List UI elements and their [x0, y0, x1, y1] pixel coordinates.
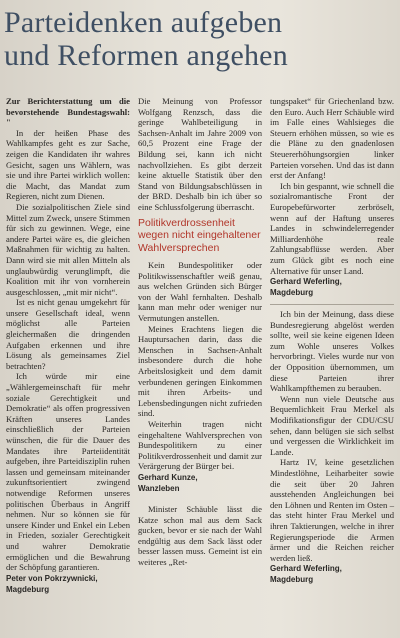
letter-3-paragraph: Kein Bundespolitiker oder Politikwissenschaftler weiß genau, aus welchen Gründen sich Bürger von der Wahl fernhalten. Deshalb kann man mehr oder weniger nur Vermutungen anstellen. — [138, 260, 262, 323]
letter-4-author: Gerhard Weferling, — [270, 277, 342, 287]
letter-3-city: Wanzleben — [138, 483, 180, 493]
letter-2-paragraph: Die Meinung von Professor Wolfgang Renzsch, dass die geringe Wahlbeteiligung in Sachsen-Anhalt im Jahre 2009 von 60,5 Prozent eine Frage der Bildung sei, kann ich nicht nachvollziehen. Es gibt derzeit keine aktuelle Statistik über den Stand von Bildungsabschlüssen in der BRD. Deshalb bin ich über so eine Schlussfolgerung überrascht. — [138, 96, 262, 212]
separator-line — [270, 304, 394, 305]
letter-3-author: Gerhard Kunze, — [138, 472, 198, 482]
letter-5-paragraph: Ich bin der Meinung, dass diese Bundesregierung abgelöst werden sollte, weil sie keine eigenen Ideen zum Wohle unseres Volkes hervorbringt. Vieles wurde nur von der Opposition übernommen, um diese Parteien ihrer Wahlkampfthemen zu berauben. — [270, 309, 394, 394]
letter-4-paragraph: Minister Schäuble lässt die Katze schon mal aus dem Sack gucken, bevor er sie nach der Wahl endgültig aus dem Sack lässt oder besser lassen muss. Gemeint ist ein weiteres „Ret- — [138, 503, 262, 567]
letter-5-author: Gerhard Weferling, — [270, 564, 342, 574]
letter-5-paragraph: Hartz IV, keine gesetzlichen Mindestlöhne, Leiharbeiter sowie die seit über 20 Jahren ausstehenden Angleichungen bei den Löhnen und Renten im Osten – das steht hinter Frau Merkel und ihren Taktierungen, welche in ihrer Regierungsperiode die Armen ärmer und die Reichen reicher werden ließ. — [270, 457, 394, 563]
column-2 — [138, 96, 262, 567]
letter-5-city: Magdeburg — [270, 575, 314, 585]
letter-4-paragraph: tungspaket“ für Griechenland bzw. den Euro. Auch Herr Schäuble wird im Falle eines Wahlsieges die Steuern erhöhen müssen, so wie es die Pläne zu den gnadenlosen Steuererhöhungsorgien linker Parteien vorsehen. Und das ist dann erst der Anfang! — [270, 96, 394, 181]
letter-4-paragraph: Ich bin gespannt, wie schnell die sozialromantische Front der Europebefürworter zerbröselt, wenn auf der Haftung unseres Landes in schwindelerregender Milliardenhöhe reale Zahlungsabflüsse werden. Aber zum Glück gibt es noch eine Alternative für unser Land. — [270, 180, 394, 276]
letter-3-paragraph: Meines Erachtens liegen die Hauptursachen darin, dass die Menschen in Sachsen-Anhalt insbesondere durch die hohe Arbeitslosigkeit und dem damit verbundenen geringen Einkommen mit ihren Arbeits- und Lebensbedingungen nicht zufrieden sind. — [138, 323, 262, 419]
letter-1-paragraph: Ich würde mir eine „Wählergemeinschaft für mehr soziale Gerechtigkeit und Demokratie“ als offen progressiven Kräften unseres Landes einschließlich der Parteien wünschen, die für die Dauer des Mandates ihre Parteiidentität aufgeben, ihre Parteidisziplin ruhen lassen und gemeinsam miteinander zukunftsorientiert zwingend notwendige Reformen unseres politischen Überbaus in Angriff nehmen. Nur so können sie für unsere Kinder und Enkel ein Leben in Frieden, sozialer Gerechtigkeit und wahrer Demokratie ermöglichen und die Bewahrung der Schöpfung garantieren. — [6, 371, 130, 573]
letter-1-paragraph: Die sozialpolitischen Ziele sind Mittel zum Zweck, unsere Stimmen für sich zu gewinnen. Wege, eine andere Partei wäre es, die gleichen Maßnahmen für wichtig zu halten. Dann wird sie mit allen Mitteln als unglaubwürdig verunglimpft, die Koalition mit ihr von vornherein ausgeschlossen, „mit mir nicht“. — [6, 201, 130, 297]
headline-line-2: und Reformen angehen — [4, 39, 288, 72]
letter-1-author: Peter von Pokrzywnicki, — [6, 573, 98, 583]
letter-1-paragraph: In der heißen Phase des Wahlkampfes geht es zur Sache, zeigen die Kandidaten ihr wahres Gesicht, sagen uns Wählern, was sie und ihre Partei wirklich wollen: die Macht, das Mandat zum Regieren, nicht zum Dienen. — [6, 127, 130, 202]
column-1 — [6, 96, 130, 595]
column-3 — [270, 96, 394, 585]
letter-3-paragraph: Weiterhin tragen nicht eingehaltene Wahlversprechen von Bundespolitikern zu einer Politikverdrossenheit und damit zur Verärgerung der Bürger bei. — [138, 418, 262, 472]
letter-subheading: Politikverdrossenheit wegen nicht eingehaltener Wahlversprechen — [138, 216, 261, 254]
letter-1-lead: Zur Berichterstattung um die bevorstehende Bundestagswahl: " — [6, 96, 130, 128]
letter-5-paragraph: Wenn nun viele Deutsche aus Bequemlichkeit Frau Merkel als Modifikationsfigur der CDU/CSU sehen, dann belügen sie sich selbst und vergessen die Wirklichkeit im Lande. — [270, 393, 394, 457]
letter-1-city: Magdeburg — [6, 584, 50, 594]
headline — [4, 6, 396, 72]
letter-1-paragraph: Ist es nicht genau umgekehrt für unsere Gesellschaft ideal, wenn möglichst alle Parteien gleichermaßen die dringenden Aufgaben erkennen und ihre Lösung als gemeinsames Ziel betrachten? — [6, 297, 130, 371]
letter-4-city: Magdeburg — [270, 288, 314, 298]
headline-line-1: Parteidenken aufgeben — [4, 6, 283, 39]
